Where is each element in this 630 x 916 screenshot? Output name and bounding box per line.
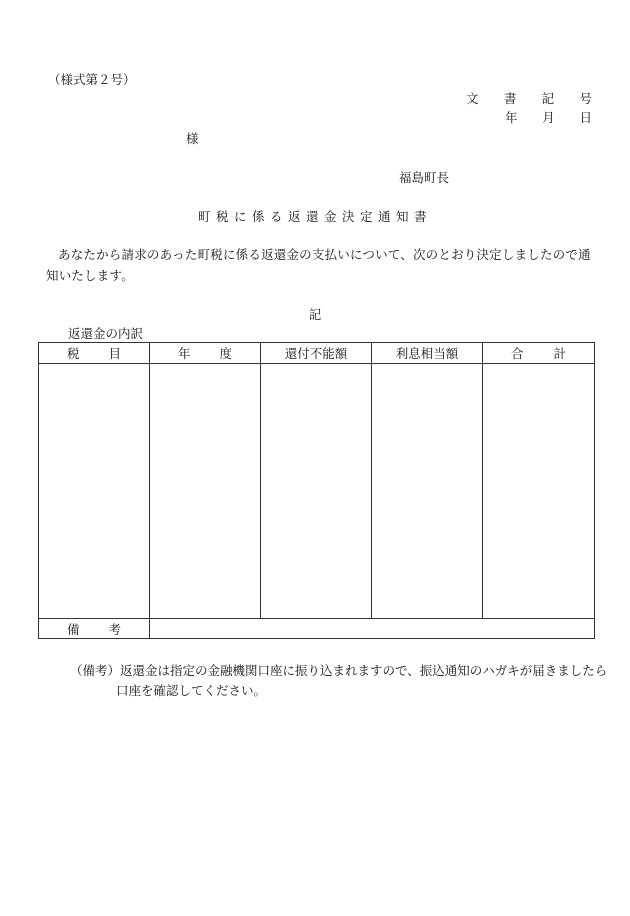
issuer-name: 福島町長 bbox=[399, 170, 450, 185]
header-text: 利息相当額 bbox=[395, 346, 459, 361]
header-interest-amount bbox=[372, 343, 483, 364]
date-month-label: 月 bbox=[542, 110, 555, 125]
remarks-label bbox=[39, 619, 150, 639]
ki-heading: 記 bbox=[308, 307, 322, 322]
body-paragraph: あなたから請求のあった町税に係る返還金の支払いについて、次のとおり決定しましたので通知いたします。 bbox=[46, 247, 591, 283]
date-label bbox=[466, 108, 592, 127]
addressee-suffix: 様 bbox=[186, 131, 199, 146]
header-total bbox=[483, 343, 595, 364]
remarks-value bbox=[150, 619, 595, 639]
date-day-label: 日 bbox=[579, 110, 592, 125]
table-caption: 返還金の内訳 bbox=[68, 326, 144, 341]
header-char: 税 bbox=[67, 346, 80, 361]
document-number-block bbox=[466, 89, 592, 127]
header-char: 合 bbox=[511, 346, 524, 361]
header-tax-item bbox=[39, 343, 150, 364]
remarks-char: 備 bbox=[67, 621, 80, 637]
refund-breakdown-table bbox=[38, 342, 595, 639]
header-char: 度 bbox=[219, 346, 232, 361]
header-char: 目 bbox=[108, 346, 121, 361]
table-body-row bbox=[39, 364, 595, 619]
date-year-label: 年 bbox=[505, 110, 518, 125]
doc-number-char: 記 bbox=[541, 91, 555, 106]
cell-tax-item bbox=[39, 364, 150, 619]
document-number-label bbox=[466, 89, 592, 108]
form-number: （様式第２号） bbox=[48, 72, 136, 87]
table-header-row bbox=[39, 343, 595, 364]
cell-interest-amount bbox=[372, 364, 483, 619]
doc-number-char: 号 bbox=[579, 91, 592, 106]
remarks-row bbox=[39, 619, 595, 639]
footnote-line-1: （備考）返還金は指定の金融機関口座に振り込まれますので、振込通知のハガキが届きましたら bbox=[70, 663, 608, 678]
header-char: 年 bbox=[178, 346, 191, 361]
footnote-line-2: 口座を確認してください。 bbox=[116, 683, 267, 698]
doc-number-char: 文 bbox=[466, 91, 479, 106]
header-char: 計 bbox=[553, 346, 566, 361]
remarks-char: 考 bbox=[108, 621, 121, 637]
header-text: 還付不能額 bbox=[284, 346, 348, 361]
cell-fiscal-year bbox=[150, 364, 261, 619]
cell-total bbox=[483, 364, 595, 619]
header-fiscal-year bbox=[150, 343, 261, 364]
doc-number-char: 書 bbox=[503, 91, 517, 106]
header-unrefundable-amount bbox=[261, 343, 372, 364]
footnote bbox=[70, 661, 607, 701]
cell-unrefundable-amount bbox=[261, 364, 372, 619]
document-title: 町税に係る返還金決定通知書 bbox=[197, 209, 432, 224]
